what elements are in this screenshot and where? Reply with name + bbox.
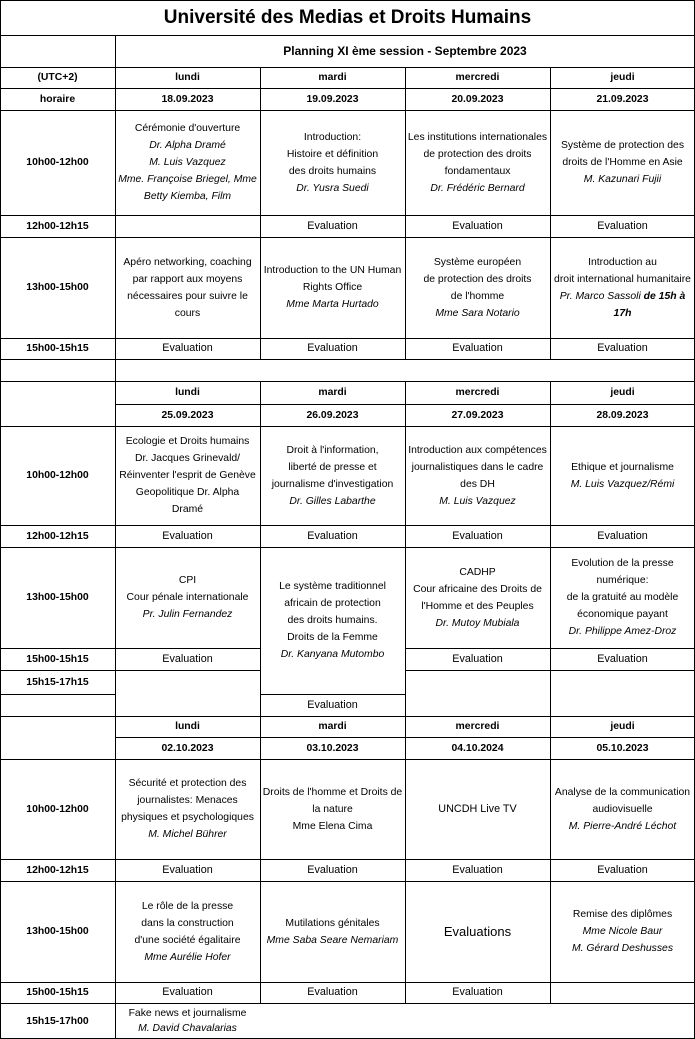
- course-droit-information: [260, 426, 405, 525]
- course-title: liberté de presse et: [288, 461, 377, 473]
- course-cadhp: [405, 547, 550, 648]
- evaluation-cell: Evaluation: [452, 986, 503, 998]
- evaluation-cell: Evaluation: [307, 219, 358, 232]
- course-mutilations-genitales: [260, 881, 405, 982]
- week3-date-3: 04.10.2024: [451, 742, 504, 754]
- grid-line: [0, 359, 695, 360]
- course-droit-humanitaire: [550, 237, 695, 338]
- course-title: des droits humains.: [287, 615, 378, 626]
- week3-date-2: 03.10.2023: [306, 742, 359, 754]
- course-title: Système européen: [433, 256, 522, 268]
- course-histoire-droits-humains: [260, 110, 405, 215]
- session-subtitle: Planning XI ème session - Septembre 2023: [283, 44, 527, 58]
- evaluation-cell: Evaluation: [307, 986, 358, 998]
- speaker-name: Betty Kiemba, Film: [143, 191, 232, 202]
- course-title: de la gratuité au modèle: [566, 592, 679, 603]
- course-title: journalistes: Menaces: [137, 795, 238, 806]
- week1-date-3: 20.09.2023: [451, 94, 504, 105]
- course-ethique-journalisme: [550, 426, 695, 525]
- course-title: Mutilations génitales: [285, 917, 380, 929]
- evaluation-cell: Evaluation: [307, 342, 358, 354]
- speaker-name: M. Gérard Deshusses: [571, 943, 674, 954]
- week3-slot-afternoon: 13h00-15h00: [26, 926, 89, 937]
- speaker-name: Dr. Alpha Dramé: [149, 140, 226, 151]
- week1-date-4: 21.09.2023: [596, 94, 649, 105]
- week1-slot-afternoon: 13h00-15h00: [26, 282, 89, 293]
- week2-date-2: 26.09.2023: [306, 409, 359, 421]
- course-title: Ecologie et Droits humains: [125, 436, 250, 447]
- week2-day-mercredi: mercredi: [455, 387, 500, 398]
- speaker-name: Mme Elena Cima: [292, 820, 373, 832]
- course-role-presse: [115, 881, 260, 982]
- evaluation-cell: Evaluation: [162, 529, 213, 542]
- horaire-label: horaire: [39, 94, 76, 105]
- course-title: des DH: [460, 478, 495, 490]
- course-title: Evaluations: [443, 924, 512, 939]
- week1-day-mardi: mardi: [318, 72, 347, 83]
- course-remise-diplomes: [550, 881, 695, 982]
- speaker-name: Dr. Jacques Grinevald/: [134, 453, 241, 464]
- course-un-human-rights-office: [260, 237, 405, 338]
- course-uncdh-live-tv: [405, 759, 550, 859]
- course-title: Evolution de la presse: [571, 558, 674, 569]
- course-title: Analyse de la communication: [554, 786, 691, 798]
- course-title: Droits de l'homme et Droits de: [262, 786, 403, 798]
- week1-day-jeudi: jeudi: [610, 72, 635, 83]
- speaker-name: Dr. Mutoy Mubiala: [435, 617, 520, 629]
- course-title: numérique:: [596, 575, 649, 586]
- speaker-name: Dr. Yusra Suedi: [296, 182, 369, 194]
- speaker-name: M. Luis Vazquez/Rémi: [570, 478, 675, 490]
- course-fake-news: [115, 1003, 260, 1039]
- evaluation-cell: Evaluation: [597, 863, 648, 876]
- speaker-name: Mme Marta Hurtado: [286, 299, 379, 310]
- week2-day-mardi: mardi: [318, 387, 347, 398]
- evaluation-cell: Evaluation: [597, 652, 648, 665]
- course-title: la nature: [312, 803, 353, 815]
- course-title: cours: [174, 307, 201, 319]
- course-title: Cour pénale internationale: [126, 592, 249, 603]
- week1-slot-eval2: 15h00-15h15: [26, 343, 89, 354]
- course-title: droits de l'Homme en Asie: [562, 157, 683, 168]
- course-title: Introduction au: [588, 256, 657, 268]
- week2-slot-morning: 10h00-12h00: [26, 470, 89, 481]
- page-title: Université des Medias et Droits Humains: [163, 7, 532, 28]
- speaker-name: M. Pierre-André Léchot: [568, 820, 677, 832]
- speaker-name: Dramé: [171, 504, 204, 515]
- speaker-name: M. Kazunari Fujii: [583, 174, 662, 185]
- week1-day-lundi: lundi: [175, 72, 200, 83]
- week2-slot-eval1: 12h00-12h15: [26, 530, 89, 542]
- evaluation-cell: Evaluation: [452, 652, 503, 665]
- course-systeme-africain: [260, 547, 405, 694]
- evaluation-cell: Evaluation: [307, 529, 358, 542]
- week3-day-mercredi: mercredi: [455, 721, 500, 732]
- course-title: journalisme d'investigation: [271, 478, 394, 490]
- speaker-name: Mme. Françoise Briegel, Mme: [118, 174, 257, 185]
- course-title: audiovisuelle: [592, 803, 653, 815]
- speaker-name: Mme Nicole Baur: [582, 926, 663, 937]
- evaluation-cell: Evaluation: [452, 529, 503, 542]
- course-protection-asie: [550, 110, 695, 215]
- week3-day-jeudi: jeudi: [610, 721, 635, 732]
- course-title: CADHP: [459, 566, 496, 578]
- course-title: Sécurité et protection des: [128, 778, 247, 789]
- course-competences-journalistiques: [405, 426, 550, 525]
- speaker-name: Mme Sara Notario: [435, 307, 520, 319]
- week2-date-1: 25.09.2023: [161, 409, 214, 421]
- course-title: physiques et psychologiques: [121, 812, 254, 823]
- course-title: Les institutions internationales: [407, 131, 548, 143]
- week2-day-lundi: lundi: [175, 387, 200, 398]
- course-title: Rights Office: [302, 282, 363, 293]
- grid-line: [405, 670, 695, 671]
- course-title: de protection des droits: [423, 273, 532, 285]
- week3-day-mardi: mardi: [318, 721, 347, 732]
- course-institutions-internationales: [405, 110, 550, 215]
- course-title: Histoire et définition: [286, 148, 379, 160]
- evaluation-cell: Evaluation: [597, 219, 648, 232]
- course-title: CPI: [178, 575, 197, 586]
- week3-date-1: 02.10.2023: [161, 742, 214, 754]
- course-title: Droits de la Femme: [287, 632, 378, 643]
- course-ecologie-droits-humains: [115, 426, 260, 525]
- speaker-name: Dr. Gilles Labarthe: [289, 495, 376, 507]
- speaker-name: M. Luis Vazquez: [149, 157, 226, 168]
- course-title: Le rôle de la presse: [141, 900, 234, 912]
- time-note: de 15h à: [643, 290, 686, 302]
- speaker-name: M. Luis Vazquez: [439, 495, 516, 507]
- week1-slot-morning: 10h00-12h00: [26, 157, 89, 168]
- course-apero-networking: [115, 237, 260, 338]
- week2-slot-eval2: 15h00-15h15: [26, 653, 89, 665]
- course-title: UNCDH Live TV: [438, 802, 517, 815]
- evaluation-cell: Evaluation: [162, 986, 213, 998]
- evaluation-cell: Evaluation: [452, 863, 503, 876]
- course-securite-journalistes: [115, 759, 260, 859]
- week1-date-2: 19.09.2023: [306, 94, 359, 105]
- evaluation-cell: Evaluation: [162, 652, 213, 665]
- speaker-name: Mme Saba Seare Nemariam: [266, 934, 399, 946]
- course-title: Système de protection des: [560, 140, 685, 151]
- course-title: Introduction to the UN Human: [263, 265, 402, 276]
- course-title: fondamentaux: [444, 165, 511, 177]
- course-ceremonie-ouverture: [115, 110, 260, 215]
- speaker-name: Pr. Julin Fernandez: [142, 609, 233, 620]
- course-title: Ethique et journalisme: [571, 461, 674, 473]
- course-title: africain de protection: [284, 598, 381, 609]
- speaker-name: M. Michel Bührer: [148, 829, 227, 840]
- course-title: d'une société égalitaire: [134, 934, 241, 946]
- course-title: économique payant: [577, 609, 668, 620]
- course-title: des droits humains: [288, 165, 377, 177]
- time-note: 17h: [613, 307, 632, 319]
- course-title: Droit à l'information,: [286, 444, 379, 456]
- course-systeme-europeen: [405, 237, 550, 338]
- course-title: dans la construction: [141, 917, 234, 929]
- week2-day-jeudi: jeudi: [610, 387, 635, 398]
- course-title: Fake news et journalisme: [128, 1008, 247, 1019]
- course-presse-numerique: [550, 547, 695, 648]
- week2-date-4: 28.09.2023: [596, 409, 649, 421]
- week2-slot-afternoon: 13h00-15h00: [26, 592, 89, 603]
- timezone-label: (UTC+2): [37, 72, 78, 83]
- week1-slot-eval1: 12h00-12h15: [26, 220, 89, 232]
- week3-slot-eval2: 15h00-15h15: [26, 987, 89, 998]
- course-title: Cour africaine des Droits de: [413, 583, 542, 595]
- evaluation-cell: Evaluation: [307, 698, 358, 711]
- speaker-name: Mme Aurélie Hofer: [144, 951, 231, 963]
- week3-slot-late: 15h15-17h00: [26, 1015, 89, 1027]
- course-title: Remise des diplômes: [572, 909, 673, 920]
- course-title: journalistiques dans le cadre: [411, 461, 544, 473]
- week1-date-1: 18.09.2023: [161, 94, 214, 105]
- course-title: par rapport aux moyens: [132, 273, 243, 285]
- course-cpi: [115, 547, 260, 648]
- course-title: Introduction aux compétences: [408, 444, 547, 456]
- speaker-name: Dr. Philippe Amez-Droz: [568, 626, 677, 637]
- week3-day-lundi: lundi: [175, 721, 200, 732]
- evaluation-cell: Evaluation: [597, 342, 648, 354]
- course-title: nécessaires pour suivre le: [127, 290, 248, 302]
- course-title: de protection des droits: [423, 148, 532, 160]
- week3-date-4: 05.10.2023: [596, 742, 649, 754]
- week3-slot-eval1: 12h00-12h15: [26, 864, 89, 876]
- course-title: droit international humanitaire: [554, 273, 691, 285]
- course-communication-audiovisuelle: [550, 759, 695, 859]
- course-title: de l'homme: [450, 290, 505, 302]
- speaker-name: Dr. Frédéric Bernard: [430, 182, 525, 194]
- course-title: Cérémonie d'ouverture: [134, 123, 241, 134]
- evaluation-cell: Evaluation: [162, 342, 213, 354]
- course-evaluations: [405, 881, 550, 982]
- evaluation-cell: Evaluation: [597, 529, 648, 542]
- course-droits-nature: [260, 759, 405, 859]
- course-title: Le système traditionnel: [279, 581, 386, 592]
- evaluation-cell: Evaluation: [162, 863, 213, 876]
- course-title: Apéro networking, coaching: [123, 256, 252, 268]
- speaker-name: M. David Chavalarias: [138, 1023, 237, 1034]
- course-title: l'Homme et des Peuples: [421, 600, 534, 612]
- grid-line: [0, 694, 116, 695]
- course-title: Réinventer l'esprit de Genève: [119, 470, 256, 481]
- speaker-name: Dr. Kanyana Mutombo: [280, 649, 385, 660]
- week1-day-mercredi: mercredi: [455, 72, 500, 83]
- speaker-name: Pr. Marco Sassoli: [559, 290, 641, 302]
- evaluation-cell: Evaluation: [452, 219, 503, 232]
- course-title: Introduction:: [303, 131, 362, 143]
- week2-date-3: 27.09.2023: [451, 409, 504, 421]
- week2-slot-late: 15h15-17h15: [26, 676, 89, 688]
- speaker-line: [560, 288, 686, 305]
- course-title: Geopolitique Dr. Alpha: [135, 487, 240, 498]
- week3-slot-morning: 10h00-12h00: [26, 803, 89, 815]
- evaluation-cell: Evaluation: [307, 863, 358, 876]
- evaluation-cell: Evaluation: [452, 342, 503, 354]
